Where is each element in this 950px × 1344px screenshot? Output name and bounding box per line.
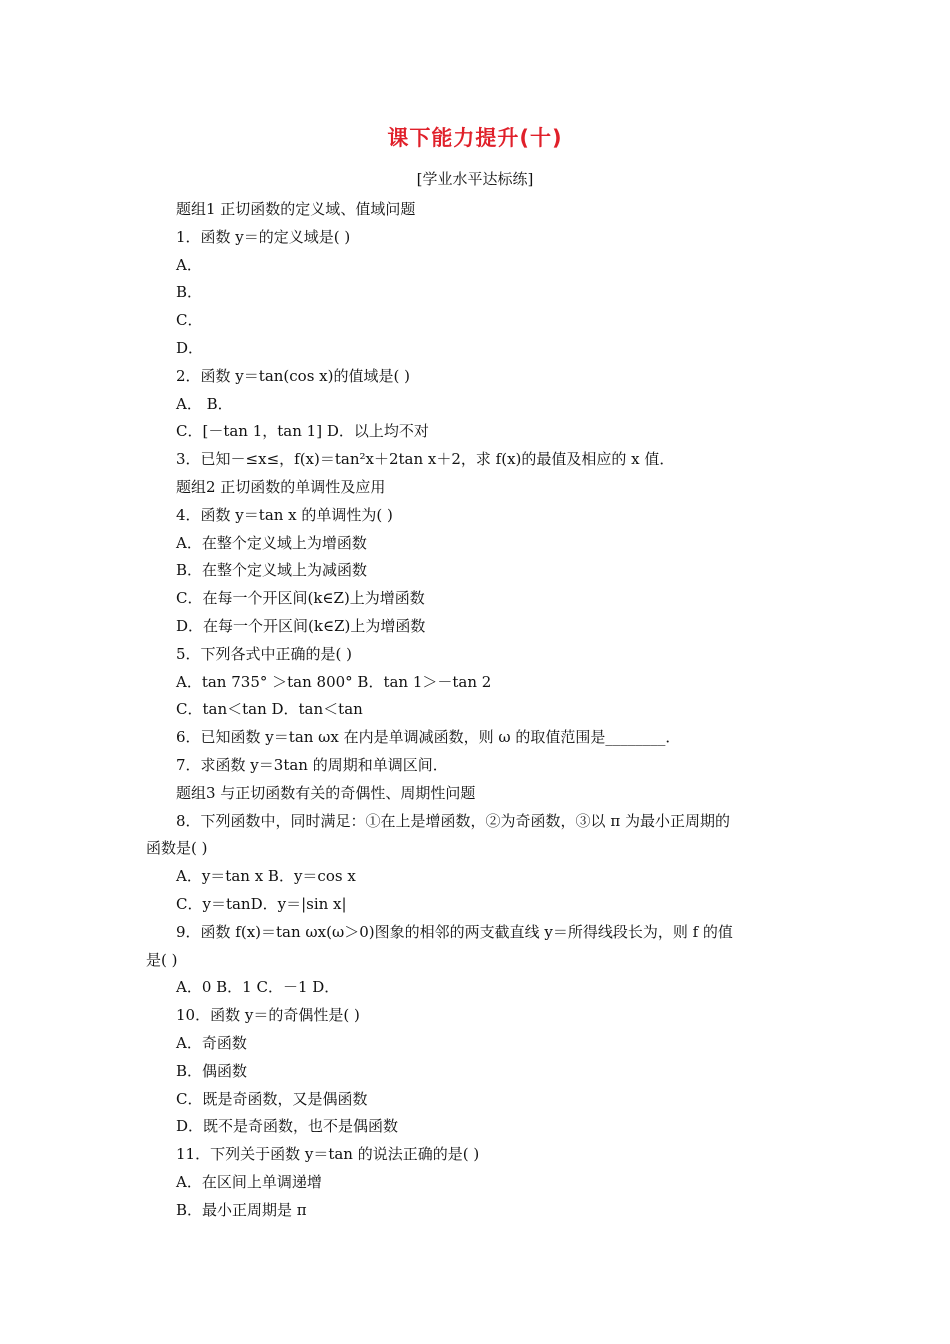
text-line: A．tan 735° ＞tan 800° B．tan 1＞－tan 2	[176, 672, 492, 691]
text-line: 题组3 与正切函数有关的奇偶性、周期性问题	[176, 783, 476, 802]
text-line: B．最小正周期是 π	[176, 1200, 307, 1219]
text-line: A．0 B．1 C．－1 D．	[176, 978, 340, 997]
document-body	[146, 196, 810, 1224]
text-line: B．在整个定义域上为减函数	[176, 561, 368, 580]
text-line: B．偶函数	[176, 1061, 248, 1080]
text-line: C．tan＜tan D．tan＜tan	[176, 700, 363, 719]
text-line: 题组2 正切函数的单调性及应用	[176, 477, 386, 496]
text-line: 4．函数 y＝tan x 的单调性为( )	[176, 505, 393, 524]
text-line: A．	[176, 255, 202, 274]
text-line: 6．已知函数 y＝tan ωx 在内是单调减函数，则 ω 的取值范围是________．	[176, 728, 681, 747]
text-line: A．y＝tan x B．y＝cos x	[176, 867, 356, 886]
text-line: 1．函数 y＝的定义域是( )	[176, 227, 351, 246]
section-subtitle: [学业水平达标练]	[416, 170, 534, 188]
text-line: 9．函数 f(x)＝tan ωx(ω＞0)图象的相邻的两支截直线 y＝所得线段长为，则 f 的值	[176, 922, 733, 941]
text-line: 10．函数 y＝的奇偶性是( )	[176, 1006, 360, 1025]
text-line: A．在区间上单调递增	[176, 1172, 322, 1191]
text-line: 5．下列各式中正确的是( )	[176, 644, 353, 663]
text-line: 2．函数 y＝tan(cos x)的值域是( )	[176, 366, 410, 385]
text-line: D．在每一个开区间(k∈Z)上为增函数	[176, 616, 426, 635]
text-line: D．既不是奇函数，也不是偶函数	[176, 1117, 399, 1136]
text-line: C．y＝tanD．y＝|sin x|	[176, 894, 347, 913]
text-line: C．	[176, 311, 203, 330]
text-line: C．既是奇函数，又是偶函数	[176, 1089, 368, 1108]
text-line: B．	[176, 283, 203, 302]
text-line: 题组1 正切函数的定义域、值域问题	[176, 200, 416, 218]
page-title: 课下能力提升(十)	[387, 126, 563, 150]
text-line: C．[－tan 1，tan 1] D．以上均不对	[176, 422, 429, 441]
text-line: 7．求函数 y＝3tan 的周期和单调区间．	[176, 755, 448, 774]
text-line: 函数是( )	[146, 839, 208, 858]
text-line: 3．已知－≤x≤，f(x)＝tan²x＋2tan x＋2，求 f(x)的最值及相应的 x 值．	[176, 450, 675, 469]
text-line: 11．下列关于函数 y＝tan 的说法正确的是( )	[176, 1145, 480, 1164]
text-line: D．	[176, 338, 204, 357]
text-line: A．奇函数	[176, 1033, 247, 1052]
text-line: C．在每一个开区间(k∈Z)上为增函数	[176, 589, 425, 608]
text-line: A．在整个定义域上为增函数	[176, 533, 367, 552]
text-line: 是( )	[146, 950, 178, 969]
text-line: 8．下列函数中，同时满足：①在上是增函数，②为奇函数，③以 π 为最小正周期的	[176, 811, 730, 830]
text-line: A． B．	[176, 394, 233, 413]
